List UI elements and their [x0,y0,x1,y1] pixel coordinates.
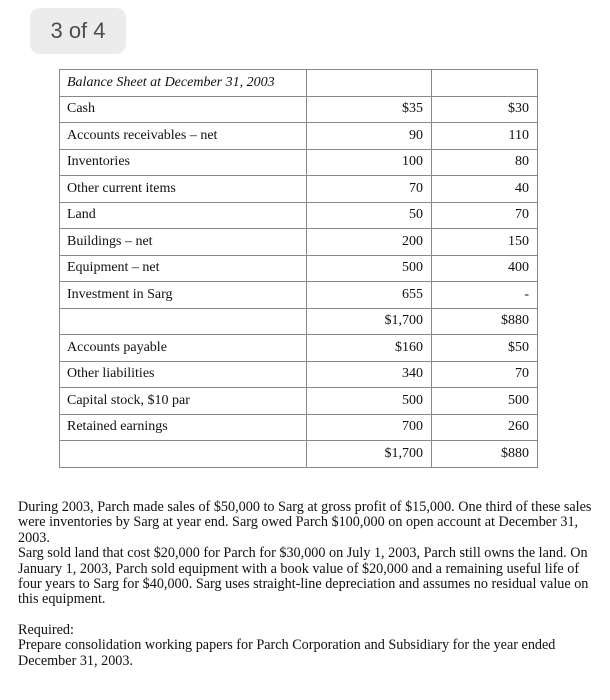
balance-sheet-table [59,69,538,468]
sarg-value: 500 [432,388,538,415]
table-row [60,282,538,309]
parch-value: $1,700 [307,441,432,468]
parch-value: 340 [307,361,432,388]
row-label: Other liabilities [60,361,307,388]
table-row [60,229,538,256]
row-label: Buildings – net [60,229,307,256]
sarg-value: 40 [432,176,538,203]
narrative-paragraph-2: Sarg sold land that cost $20,000 for Parch for $30,000 on July 1, 2003, Parch still owns the land. On January 1, 2003, Parch sold equipment with a book value of $20,000 and a remaining useful life of four years to Sarg for $40,000. Sarg uses straight-line depreciation and assumes no residual value on this equipment. [18,545,589,608]
table-row [60,441,538,468]
table-row [60,123,538,150]
table-row [60,96,538,123]
table-title: Balance Sheet at December 31, 2003 [60,70,307,97]
sarg-value: 400 [432,255,538,282]
row-label: Accounts payable [60,335,307,362]
table-row [60,361,538,388]
page-indicator: 3 of 4 [30,8,126,54]
row-label [60,308,307,335]
table-row [60,388,538,415]
parch-value: 500 [307,388,432,415]
balance-sheet-body [60,70,538,468]
parch-value: 70 [307,176,432,203]
narrative-paragraph-1: During 2003, Parch made sales of $50,000 to Sarg at gross profit of $15,000. One third of these sales were inventories by Sarg at year end. Sarg owed Parch $100,000 on open account at December 31, 2003. [18,499,592,546]
parch-value: 50 [307,202,432,229]
parch-value: $35 [307,96,432,123]
row-label: Land [60,202,307,229]
sarg-value: $880 [432,308,538,335]
table-row [60,255,538,282]
parch-value: 500 [307,255,432,282]
parch-value: 100 [307,149,432,176]
parch-value: $1,700 [307,308,432,335]
sarg-value: 80 [432,149,538,176]
table-row [60,414,538,441]
parch-value: 200 [307,229,432,256]
row-label [60,441,307,468]
row-label: Capital stock, $10 par [60,388,307,415]
sarg-value: $880 [432,441,538,468]
row-label: Retained earnings [60,414,307,441]
table-row [60,149,538,176]
parch-value: $160 [307,335,432,362]
table-row [60,308,538,335]
table-row [60,202,538,229]
problem-narrative [18,500,596,669]
table-title-row [60,70,538,97]
required-text: Prepare consolidation working papers for Parch Corporation and Subsidiary for the year ended December 31, 2003. [18,637,556,669]
required-label: Required: [18,621,74,638]
table-row [60,176,538,203]
row-label: Other current items [60,176,307,203]
table-row [60,335,538,362]
sarg-value: 110 [432,123,538,150]
row-label: Inventories [60,149,307,176]
sarg-value: 70 [432,202,538,229]
sarg-value: 70 [432,361,538,388]
row-label: Investment in Sarg [60,282,307,309]
row-label: Equipment – net [60,255,307,282]
parch-value: 655 [307,282,432,309]
sarg-value: 150 [432,229,538,256]
row-label: Cash [60,96,307,123]
sarg-value: 260 [432,414,538,441]
sarg-value: $30 [432,96,538,123]
parch-value: 700 [307,414,432,441]
parch-value: 90 [307,123,432,150]
sarg-value: - [432,282,538,309]
sarg-value: $50 [432,335,538,362]
row-label: Accounts receivables – net [60,123,307,150]
table-title-blank-cell [432,70,538,97]
table-title-blank-cell [307,70,432,97]
paragraph-gap [18,608,596,623]
